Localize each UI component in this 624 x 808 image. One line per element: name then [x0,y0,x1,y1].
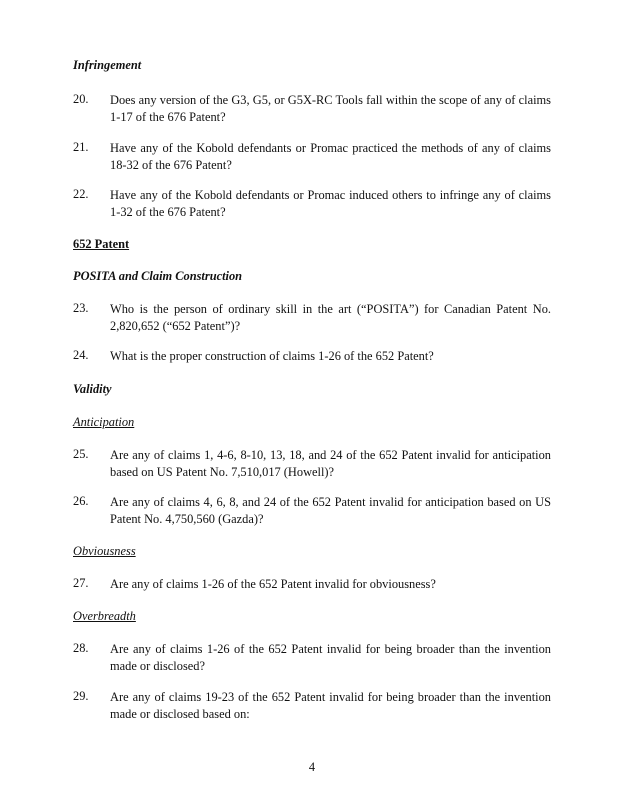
question-number: 26. [73,494,89,508]
question-text: Are any of claims 4, 6, 8, and 24 of the 652 Patent invalid for anticipation based on US Patent No. 4,750,560 (Gazda)? [110,495,551,526]
heading-anticipation: Anticipation [73,415,135,429]
question-text: Does any version of the G3, G5, or G5X-RC Tools fall within the scope of any of claims 1-17 of the 676 Patent? [110,93,551,124]
question-text: Who is the person of ordinary skill in the art (“POSITA”) for Canadian Patent No. 2,820,652 (“652 Patent”)? [110,302,551,333]
question-number: 29. [73,689,89,703]
question-number: 24. [73,348,89,362]
heading-infringement: Infringement [73,58,142,72]
heading-overbreadth: Overbreadth [73,609,136,623]
heading-obviousness: Obviousness [73,544,136,558]
question-number: 25. [73,447,89,461]
question-number: 23. [73,301,89,315]
question-text: What is the proper construction of claims 1-26 of the 652 Patent? [110,349,434,363]
question-item [73,92,551,126]
question-item [73,641,551,675]
question-text: Have any of the Kobold defendants or Promac practiced the methods of any of claims 18-32 of the 676 Patent? [110,141,551,172]
question-number: 27. [73,576,89,590]
question-item [73,689,551,723]
question-item [73,301,551,335]
question-item [73,348,551,365]
question-text: Are any of claims 1, 4-6, 8-10, 13, 18, and 24 of the 652 Patent invalid for anticipation based on US Patent No. 7,510,017 (Howell)? [110,448,551,479]
question-text: Are any of claims 19-23 of the 652 Patent invalid for being broader than the invention made or disclosed based on: [110,690,551,721]
question-number: 22. [73,187,89,201]
page-number: 4 [308,760,316,774]
question-number: 21. [73,140,89,154]
heading-validity: Validity [73,382,112,396]
question-item [73,494,551,528]
question-item [73,187,551,221]
question-text: Are any of claims 1-26 of the 652 Patent invalid for being broader than the invention made or disclosed? [110,642,551,673]
heading-652-patent: 652 Patent [73,237,130,251]
question-number: 28. [73,641,89,655]
question-text: Are any of claims 1-26 of the 652 Patent invalid for obviousness? [110,577,436,591]
question-number: 20. [73,92,89,106]
question-item [73,576,551,593]
heading-posita: POSITA and Claim Construction [73,269,243,283]
question-text: Have any of the Kobold defendants or Promac induced others to infringe any of claims 1-32 of the 676 Patent? [110,188,551,219]
question-item [73,447,551,481]
question-item [73,140,551,174]
